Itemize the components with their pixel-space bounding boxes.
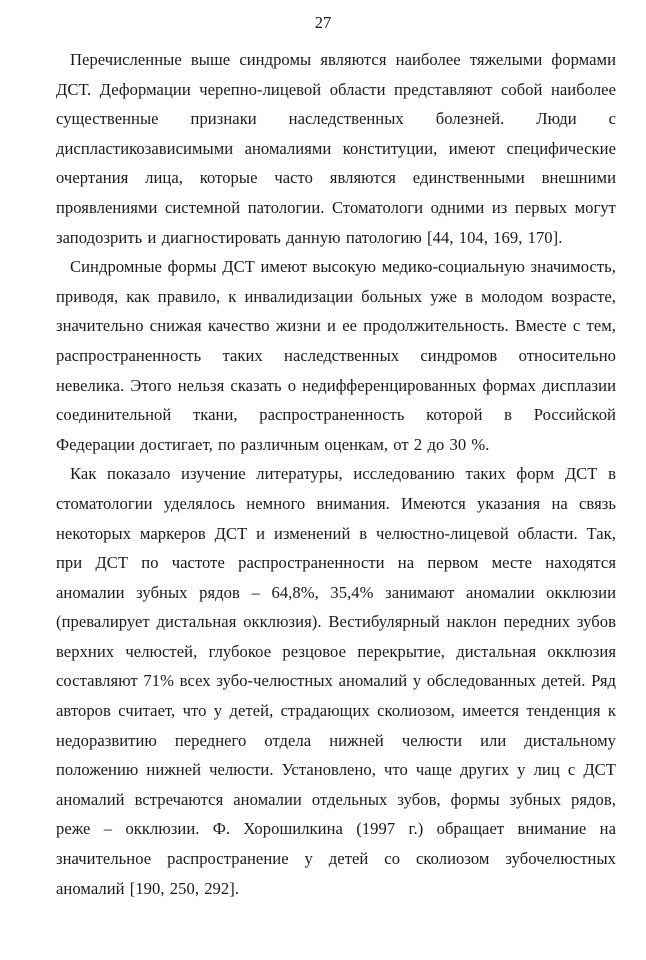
paragraph-literature-review: Как показало изучение литературы, исследованию таких форм ДСТ в стоматологии уделялось немного внимания. Имеются указания на связь некоторых маркеров ДСТ и изменений в челюстно-лицевой области. Так, при ДСТ по частоте распространенности на первом месте находятся аномалии зубных рядов – 64,8%, 35,4% занимают аномалии окклюзии (превалирует дистальная окклюзия). Вестибулярный наклон передних зубов верхних челюстей, глубокое резцовое перекрытие, дистальная окклюзия составляют 71% всех зубо-челюстных аномалий у обследованных детей. Ряд авторов считает, что у детей, страдающих сколиозом, имеется тенденция к недоразвитию переднего отдела нижней челюсти или дистальному положению нижней челюсти. Установлено, что чаще других у лиц с ДСТ аномалий встречаются аномалии отдельных зубов, формы зубных рядов, реже – окклюзии. Ф. Хорошилкина (1997 г.) обращает внимание на значительное распространение у детей со сколиозом зубочелюстных аномалий [190, 250, 292]. <box>56 464 616 898</box>
paragraph-syndromes-severe-forms: Перечисленные выше синдромы являются наиболее тяжелыми формами ДСТ. Деформации черепно-лицевой области представляют собой наиболее существенные признаки наследственных болезней. Люди с диспластикозависимыми аномалиями конституции, имеют специфические очертания лица, которые часто являются единственными внешними проявлениями системной патологии. Стоматологи одними из первых могут заподозрить и диагностировать данную патологию [44, 104, 169, 170]. <box>56 50 616 247</box>
paragraph-syndromic-forms-significance: Синдромные формы ДСТ имеют высокую медико-социальную значимость, приводя, как правило, к инвалидизации больных уже в молодом возрасте, значительно снижая качество жизни и ее продолжительность. Вместе с тем, распространенность таких наследственных синдромов относительно невелика. Этого нельзя сказать о недифференцированных формах дисплазии соединительной ткани, распространенность которой в Российской Федерации достигает, по различным оценкам, от 2 до 30 %. <box>56 257 616 454</box>
page-number: 27 <box>314 13 332 32</box>
body-text <box>56 45 616 903</box>
